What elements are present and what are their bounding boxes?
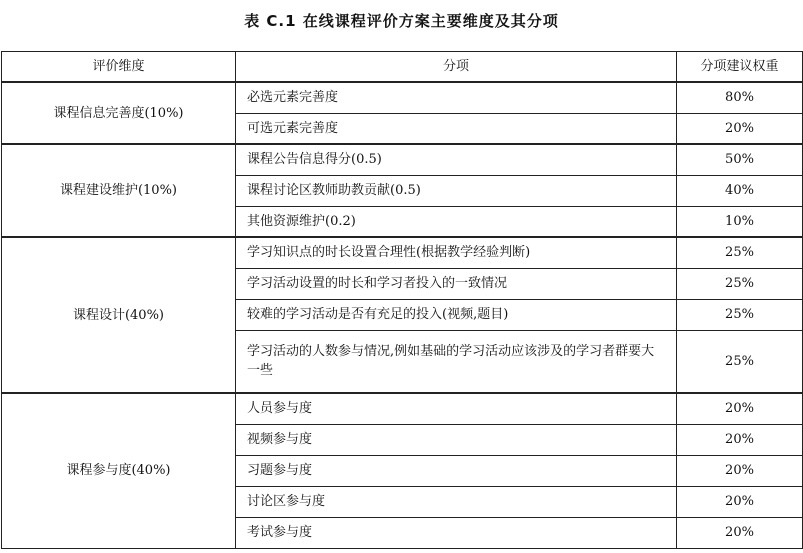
header-row (2, 52, 803, 83)
weight-cell: 25% (677, 330, 803, 393)
header-dimension: 评价维度 (2, 52, 236, 83)
item-cell: 人员参与度 (236, 393, 677, 424)
item-cell: 学习活动设置的时长和学习者投入的一致情况 (236, 268, 677, 299)
weight-cell: 50% (677, 144, 803, 175)
item-cell: 视频参与度 (236, 424, 677, 455)
item-cell: 较难的学习活动是否有充足的投入(视频,题目) (236, 299, 677, 330)
header-weight: 分项建议权重 (677, 52, 803, 83)
weight-cell: 20% (677, 113, 803, 144)
weight-cell: 25% (677, 237, 803, 268)
weight-cell: 80% (677, 82, 803, 113)
item-cell: 必选元素完善度 (236, 82, 677, 113)
header-item: 分项 (236, 52, 677, 83)
item-cell: 其他资源维护(0.2) (236, 206, 677, 237)
item-cell: 考试参与度 (236, 517, 677, 548)
dimension-cell: 课程建设维护(10%) (2, 144, 236, 237)
weight-cell: 40% (677, 175, 803, 206)
item-cell: 学习活动的人数参与情况,例如基础的学习活动应该涉及的学习者群要大一些 (236, 330, 677, 393)
table-row (2, 144, 803, 175)
dimension-cell: 课程设计(40%) (2, 237, 236, 393)
weight-cell: 10% (677, 206, 803, 237)
item-cell: 讨论区参与度 (236, 486, 677, 517)
weight-cell: 20% (677, 486, 803, 517)
table-row (2, 237, 803, 268)
table-row (2, 82, 803, 113)
dimension-cell: 课程信息完善度(10%) (2, 82, 236, 144)
item-cell: 课程讨论区教师助教贡献(0.5) (236, 175, 677, 206)
table-caption: 表 C.1 在线课程评价方案主要维度及其分项 (244, 12, 559, 30)
item-cell: 可选元素完善度 (236, 113, 677, 144)
weight-cell: 20% (677, 393, 803, 424)
weight-cell: 20% (677, 517, 803, 548)
weight-cell: 20% (677, 424, 803, 455)
item-cell: 课程公告信息得分(0.5) (236, 144, 677, 175)
item-cell: 学习知识点的时长设置合理性(根据教学经验判断) (236, 237, 677, 268)
item-cell: 习题参与度 (236, 455, 677, 486)
weight-cell: 25% (677, 299, 803, 330)
table-row (2, 393, 803, 424)
weight-cell: 25% (677, 268, 803, 299)
weight-cell: 20% (677, 455, 803, 486)
evaluation-table (1, 51, 803, 549)
dimension-cell: 课程参与度(40%) (2, 393, 236, 548)
